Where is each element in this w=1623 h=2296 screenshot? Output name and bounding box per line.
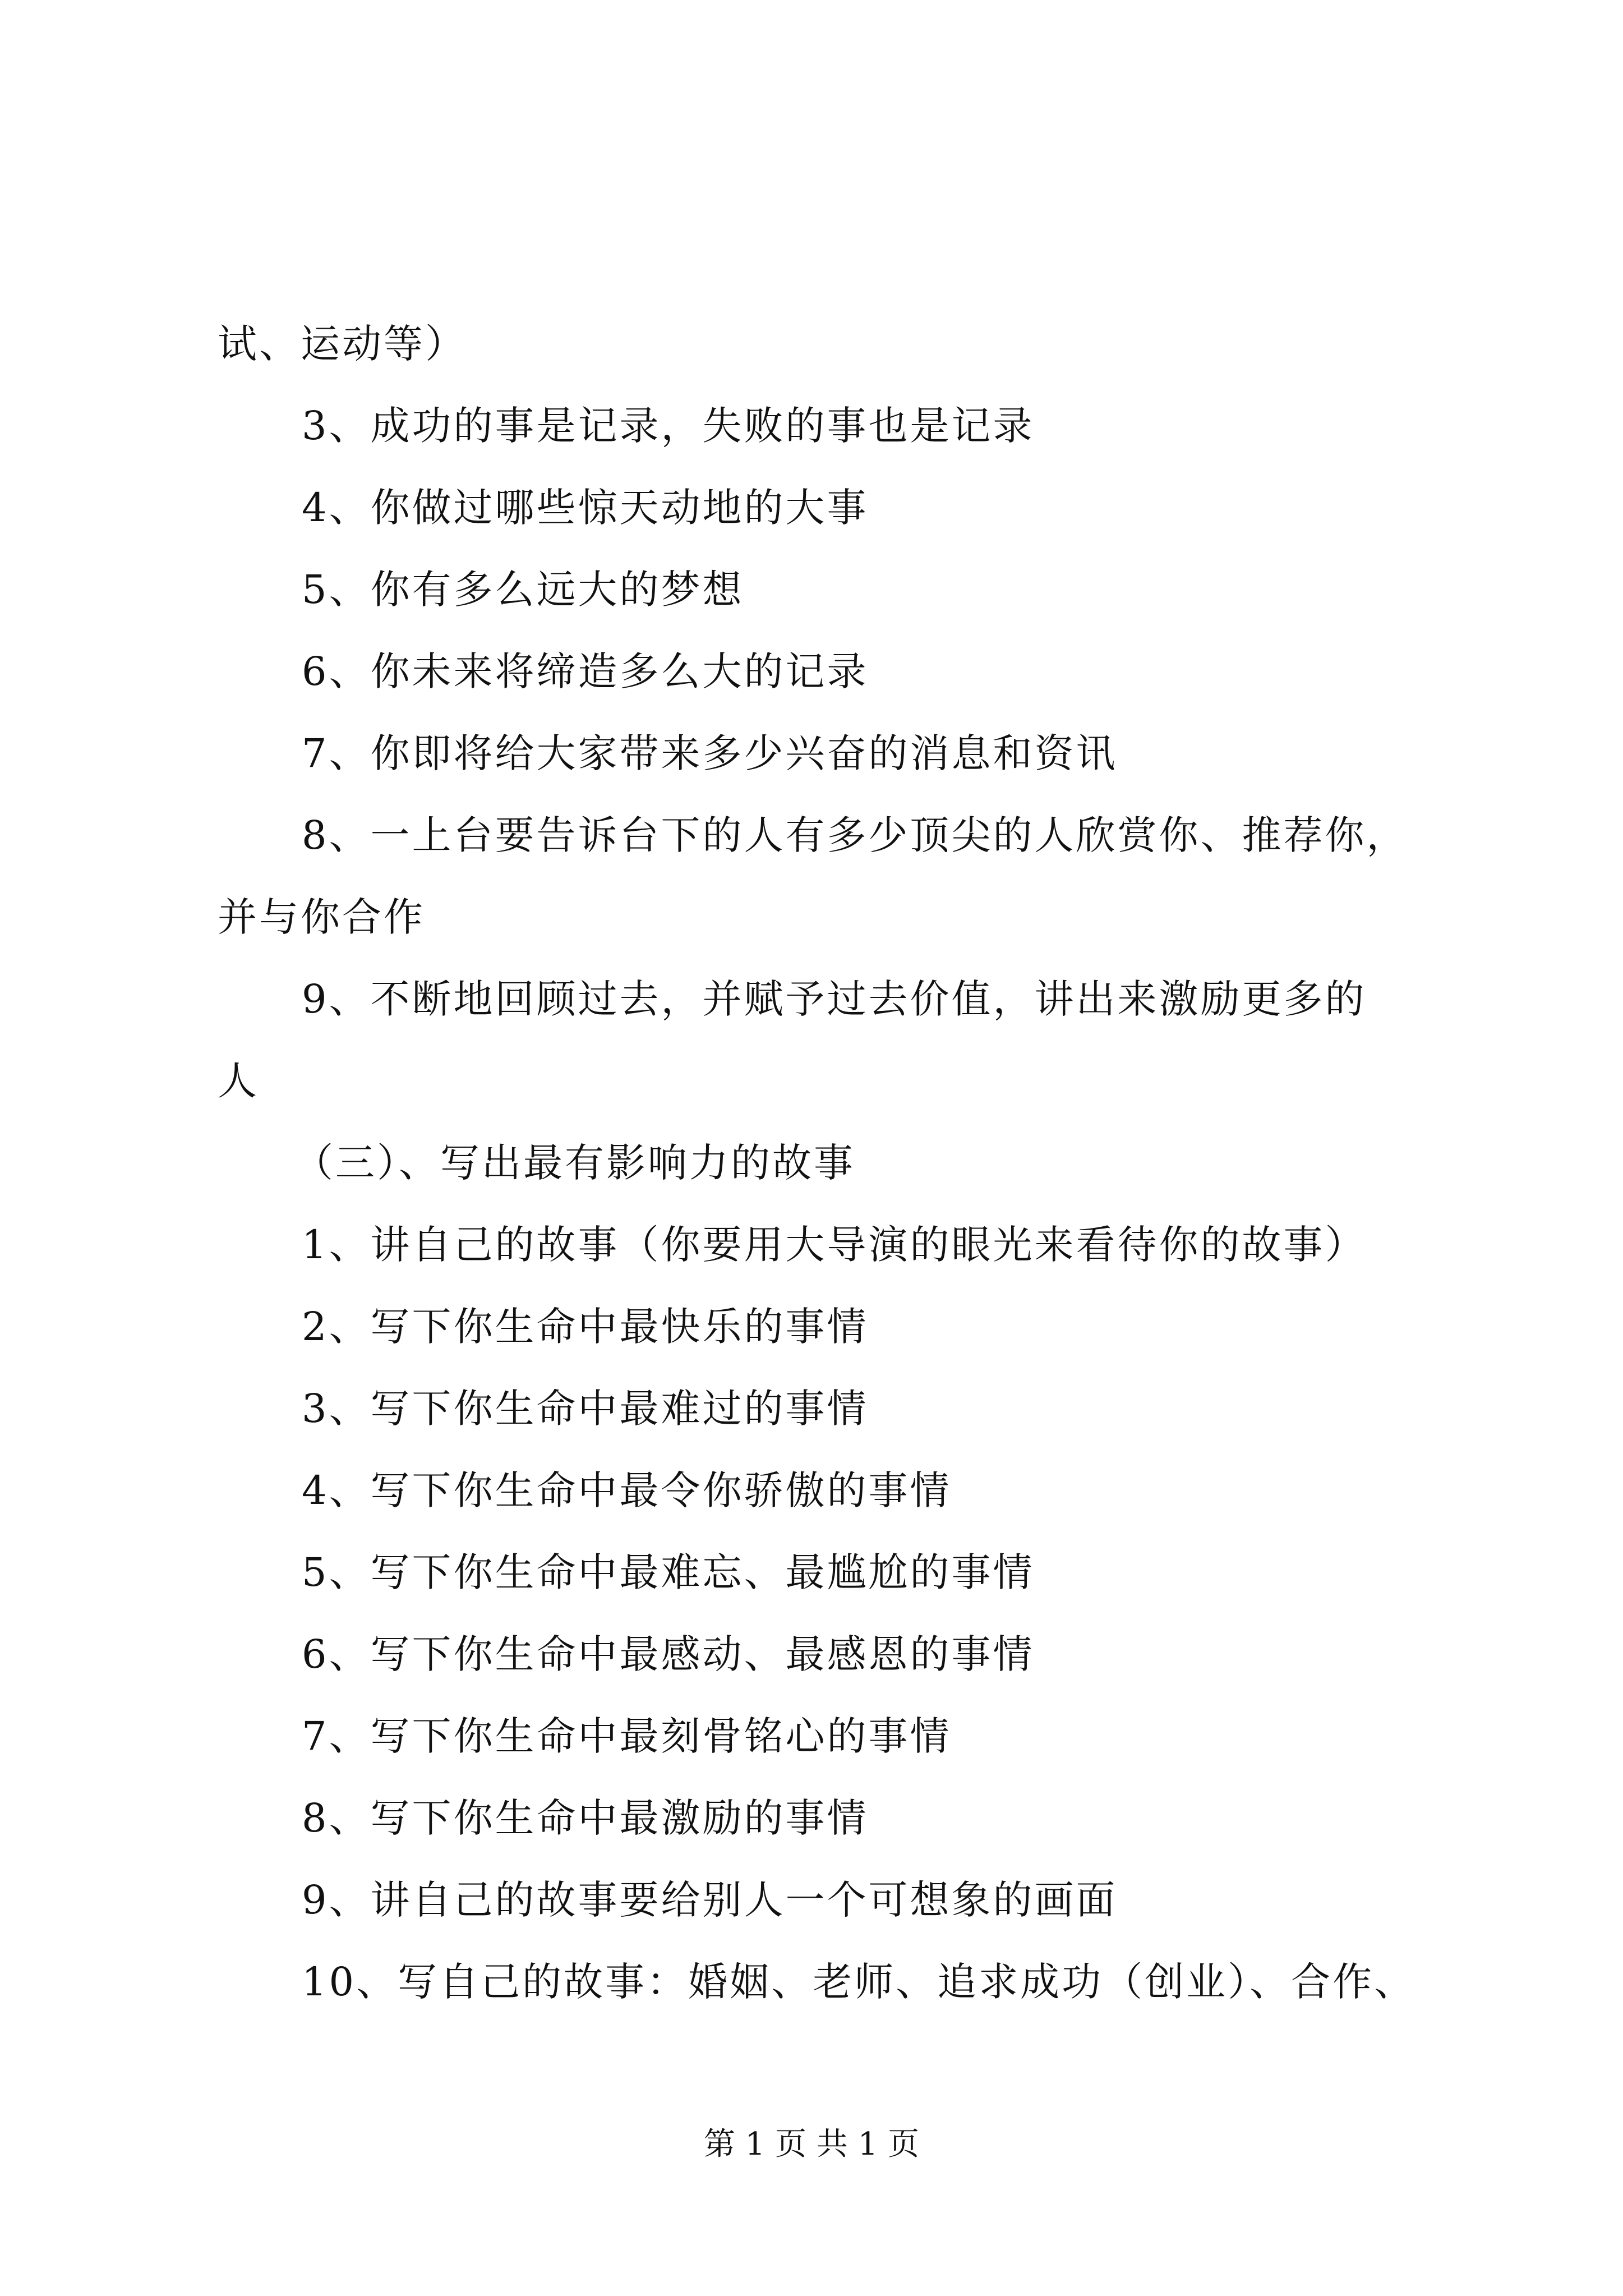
list-item: 8、写下你生命中最激励的事情 [302, 1795, 869, 1841]
list-item: 3、成功的事是记录，失败的事也是记录 [302, 403, 1035, 449]
list-item: 6、写下你生命中最感动、最感恩的事情 [302, 1631, 1035, 1677]
list-item: 4、写下你生命中最令你骄傲的事情 [302, 1467, 952, 1513]
list-item: 7、你即将给大家带来多少兴奋的消息和资讯 [302, 730, 1118, 776]
list-item: 9、不断地回顾过去，并赋予过去价值，讲出来激励更多的 [302, 976, 1367, 1022]
text-line: 人 [218, 1058, 259, 1104]
list-item: 7、写下你生命中最刻骨铭心的事情 [302, 1713, 952, 1759]
document-body [218, 303, 1463, 2023]
list-item: 3、写下你生命中最难过的事情 [302, 1386, 869, 1432]
text-line: 试、运动等） [218, 321, 467, 367]
list-item: 4、你做过哪些惊天动地的大事 [302, 485, 869, 531]
list-item: 5、你有多么远大的梦想 [302, 567, 744, 613]
list-item: 10、写自己的故事：婚姻、老师、追求成功（创业）、合作、 [302, 1959, 1416, 2005]
text-line: 并与你合作 [218, 894, 425, 940]
list-item: 8、一上台要告诉台下的人有多少顶尖的人欣赏你、推荐你， [302, 812, 1408, 858]
list-item: 9、讲自己的故事要给别人一个可想象的画面 [302, 1877, 1118, 1923]
list-item: 2、写下你生命中最快乐的事情 [302, 1304, 869, 1350]
section-heading: （三）、写出最有影响力的故事 [294, 1140, 855, 1186]
page-footer: 第 1 页 共 1 页 [703, 2126, 920, 2162]
list-item: 6、你未来将缔造多么大的记录 [302, 648, 869, 694]
list-item: 1、讲自己的故事（你要用大导演的眼光来看待你的故事） [302, 1222, 1367, 1268]
list-item: 5、写下你生命中最难忘、最尴尬的事情 [302, 1549, 1035, 1595]
